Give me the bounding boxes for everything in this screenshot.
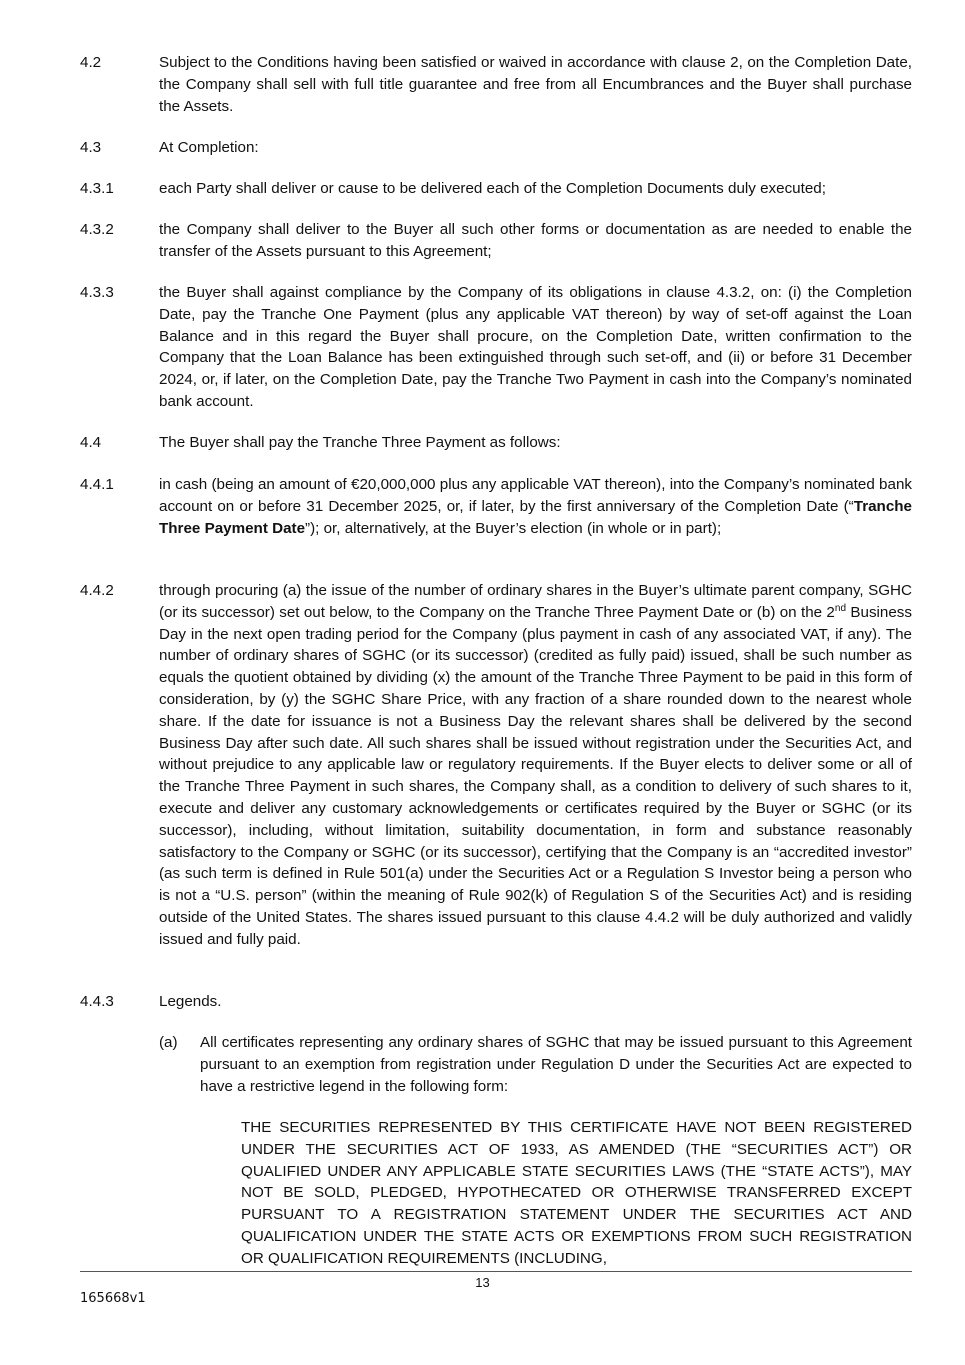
clause-text-part: Business Day in the next open trading period for the Company (plus payment in cash of any associated VAT, if any). The number of ordinary shares of SGHC (or its successor) (credited as fully paid) issued, shall be such number as equals the quotient obtained by dividing (x) the amount of the Tranche Three Payment to be paid in this form of consideration, by (y) the SGHC Share Price, with any fraction of a share rounded down to the nearest whole share. If the date for issuance is not a Business Day the relevant shares shall be delivered by the second Business Day after such date. All such shares shall be issued without registration under the Securities Act, and without prejudice to any applicable law or regulatory requirements. If the Buyer elects to deliver some or all of the Tranche Three Payment in such shares, the Company shall, as a condition to delivery of such shares to it, execute and deliver any customary acknowledgements or certificates required by the Buyer or SGHC (or its successor), including, without limitation, suitability documentation, in form and substance reasonably satisfactory to the Company or SGHC (or its successor), certifying that the Company is an “accredited investor” (as such term is defined in Rule 501(a) under the Securities Act or a Regulation S Investor being a person who is not a “U.S. person” (within the meaning of Rule 902(k) of Regulation S of the Securities Act) and is residing outside of the United States. The shares issued pursuant to this clause 4.4.2 will be duly authorized and validly issued and fully paid. (159, 603, 912, 948)
clause-text-part: through procuring (a) the issue of the number of ordinary shares in the Buyer’s ultimate parent company, SGHC (or its successor) set out below, to the Company on the Tranche Three Payment Date or (b) on the 2 (159, 582, 912, 621)
clause-4-3-3 (80, 282, 912, 413)
clause-text: the Company shall deliver to the Buyer all such other forms or documentation as are needed to enable the transfer of the Assets pursuant to this Agreement; (159, 221, 912, 260)
ordinal-superscript: nd (834, 602, 847, 614)
clause-text (159, 474, 912, 539)
clause-number: 4.3.3 (80, 284, 114, 301)
defined-term: Tranche Three Payment Date (159, 497, 912, 537)
clause-number: 4.3.2 (80, 221, 114, 238)
clause-number: 4.4.1 (80, 476, 114, 493)
clause-text (159, 580, 912, 951)
clause-number: 4.4.2 (80, 582, 114, 599)
footer-divider (80, 1271, 912, 1272)
clause-text: each Party shall deliver or cause to be delivered each of the Completion Documents duly executed; (159, 180, 826, 197)
clause-text: The Buyer shall pay the Tranche Three Payment as follows: (159, 434, 561, 451)
page-number: 13 (475, 1275, 490, 1290)
restrictive-legend: THE SECURITIES REPRESENTED BY THIS CERTIFICATE HAVE NOT BEEN REGISTERED UNDER THE SECURITIES ACT OF 1933, AS AMENDED (THE “SECURITIES ACT”) OR QUALIFIED UNDER ANY APPLICABLE STATE SECURITIES LAWS (THE “STATE ACTS”), MAY NOT BE SOLD, PLEDGED, HYPOTHECATED OR OTHERWISE TRANSFERRED EXCEPT PURSUANT TO A REGISTRATION STATEMENT UNDER THE SECURITIES ACT AND QUALIFICATION UNDER THE STATE ACTS OR EXEMPTIONS FROM SUCH REGISTRATION OR QUALIFICATION REQUIREMENTS (INCLUDING, (241, 1119, 912, 1267)
clause-text: Subject to the Conditions having been satisfied or waived in accordance with clause 2, on the Completion Date, the Company shall sell with full title guarantee and free from all Encumbrances and the Buyer shall purchase the Assets. (159, 54, 912, 115)
clause-text: At Completion: (159, 139, 259, 156)
clause-4-4-1 (80, 474, 912, 539)
clause-text-part: in cash (being an amount of €20,000,000 plus any applicable VAT thereon), into the Company’s nominated bank account on or before 31 December 2025, or, if later, by the first anniversary of the Completion Date (“ (159, 476, 912, 515)
clause-4-2 (80, 52, 912, 117)
clause-4-3-2 (80, 219, 912, 263)
clause-text: All certificates representing any ordinary shares of SGHC that may be issued pursuant to this Agreement pursuant to an exemption from registration under Regulation D under the Securities Act are expected to have a restrictive legend in the following form: (200, 1034, 912, 1095)
clause-number: 4.3.1 (80, 180, 114, 197)
clause-number: 4.2 (80, 54, 102, 71)
clause-text-part: ”); or, alternatively, at the Buyer’s election (in whole or in part); (305, 519, 722, 537)
clause-4-3-1 (80, 178, 912, 200)
clause-4-3 (80, 137, 912, 159)
clause-number: 4.3 (80, 139, 102, 156)
clause-text: Legends. (159, 993, 222, 1010)
clause-number: (a) (159, 1034, 178, 1051)
clause-number: 4.4 (80, 434, 102, 451)
clause-text: the Buyer shall against compliance by the Company of its obligations in clause 4.3.2, on: (i) the Completion Date, pay the Tranche One Payment (plus any applicable VAT thereon) by way of set-off against the Loan Balance and in this regard the Buyer shall procure, on the Completion Date, written confirmation to the Company that the Loan Balance has been extinguished through such set-off, and (ii) or before 31 December 2024, or, if later, on the Completion Date, pay the Tranche Two Payment in cash into the Company’s nominated bank account. (159, 284, 912, 410)
document-reference: 165668v1 (80, 1291, 146, 1306)
clause-number: 4.4.3 (80, 993, 114, 1010)
clause-4-4 (80, 432, 912, 454)
clause-4-4-3-a (159, 1032, 912, 1097)
clause-4-4-3 (80, 991, 912, 1013)
clause-4-4-2 (80, 580, 912, 951)
